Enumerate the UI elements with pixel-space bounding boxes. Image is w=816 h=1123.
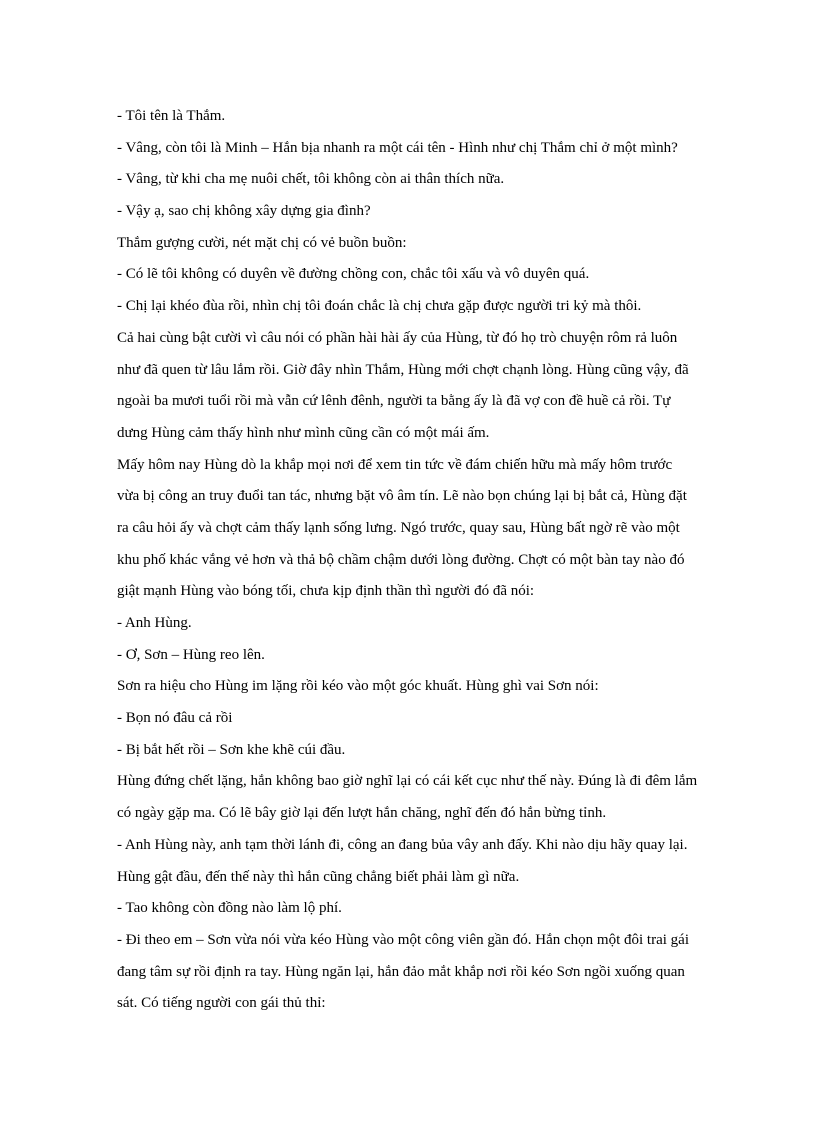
text-line: vừa bị công an truy đuổi tan tác, nhưng bặt vô âm tín. Lẽ nào bọn chúng lại bị bắt cả, Hùng đặt [117,488,687,505]
text-line: Hùng đứng chết lặng, hắn không bao giờ nghĩ lại có cái kết cục như thế này. Đúng là đi đêm lắm [117,773,698,790]
text-line: sát. Có tiếng người con gái thủ thỉ: [117,995,326,1012]
text-line: đang tâm sự rồi định ra tay. Hùng ngăn lại, hắn đảo mắt khắp nơi rồi kéo Sơn ngồi xuống quan [117,963,685,980]
text-line: có ngày gặp ma. Có lẽ bây giờ lại đến lượt hắn chăng, nghĩ đến đó hắn bừng tỉnh. [117,805,607,822]
text-line: khu phố khác vắng vẻ hơn và thả bộ chầm chậm dưới lòng đường. Chợt có một bàn tay nào đó [117,551,685,568]
text-line: ngoài ba mươi tuổi rồi mà vẫn cứ lênh đênh, người ta bằng ấy là đã vợ con đề huề cả rồi. Tự [117,393,671,410]
text-line: ra câu hỏi ấy và chợt cảm thấy lạnh sống lưng. Ngó trước, quay sau, Hùng bất ngờ rẽ vào một [117,519,680,536]
text-line: - Bị bắt hết rồi – Sơn khe khẽ cúi đầu. [117,741,346,758]
text-line: - Ơ, Sơn – Hùng reo lên. [117,646,265,663]
text-line: Thắm gượng cười, nét mặt chị có vẻ buồn buồn: [117,234,407,251]
text-line: dưng Hùng cảm thấy hình như mình cũng cần có một mái ấm. [117,424,490,441]
text-line: - Vâng, còn tôi là Minh – Hắn bịa nhanh ra một cái tên - Hình như chị Thắm chỉ ở một mình? [117,139,678,156]
text-line: - Tao không còn đồng nào làm lộ phí. [117,900,342,917]
text-line: như đã quen từ lâu lắm rồi. Giờ đây nhìn Thắm, Hùng mới chợt chạnh lòng. Hùng cũng vậy, đã [117,361,689,378]
text-line: - Anh Hùng này, anh tạm thời lánh đi, công an đang bủa vây anh đấy. Khi nào dịu hãy quay lại. [117,836,688,853]
document-page [117,104,717,1023]
text-line: giật mạnh Hùng vào bóng tối, chưa kịp định thần thì người đó đã nói: [117,583,535,600]
text-line: - Tôi tên là Thắm. [117,108,226,124]
text-line: - Vậy ạ, sao chị không xây dựng gia đình? [117,203,371,220]
text-line: - Có lẽ tôi không có duyên về đường chồng con, chắc tôi xấu và vô duyên quá. [117,266,590,283]
text-line: Mấy hôm nay Hùng dò la khắp mọi nơi để xem tin tức về đám chiến hữu mà mấy hôm trước [117,456,673,473]
text-line: - Chị lại khéo đùa rồi, nhìn chị tôi đoán chắc là chị chưa gặp được người tri kỷ mà thôi. [117,298,642,315]
text-line: - Anh Hùng. [117,615,192,631]
text-line: Cả hai cùng bật cười vì câu nói có phần hài hài ấy của Hùng, từ đó họ trò chuyện rôm rả luôn [117,329,678,346]
text-line: Hùng gật đầu, đến thế này thì hắn cũng chẳng biết phải làm gì nữa. [117,868,520,885]
text-line: - Vâng, từ khi cha mẹ nuôi chết, tôi không còn ai thân thích nữa. [117,171,505,188]
text-line: - Đi theo em – Sơn vừa nói vừa kéo Hùng vào một công viên gần đó. Hắn chọn một đôi trai gái [117,931,689,948]
text-line: Sơn ra hiệu cho Hùng im lặng rồi kéo vào một góc khuất. Hùng ghì vai Sơn nói: [117,678,599,695]
text-line: - Bọn nó đâu cả rồi [117,710,233,727]
